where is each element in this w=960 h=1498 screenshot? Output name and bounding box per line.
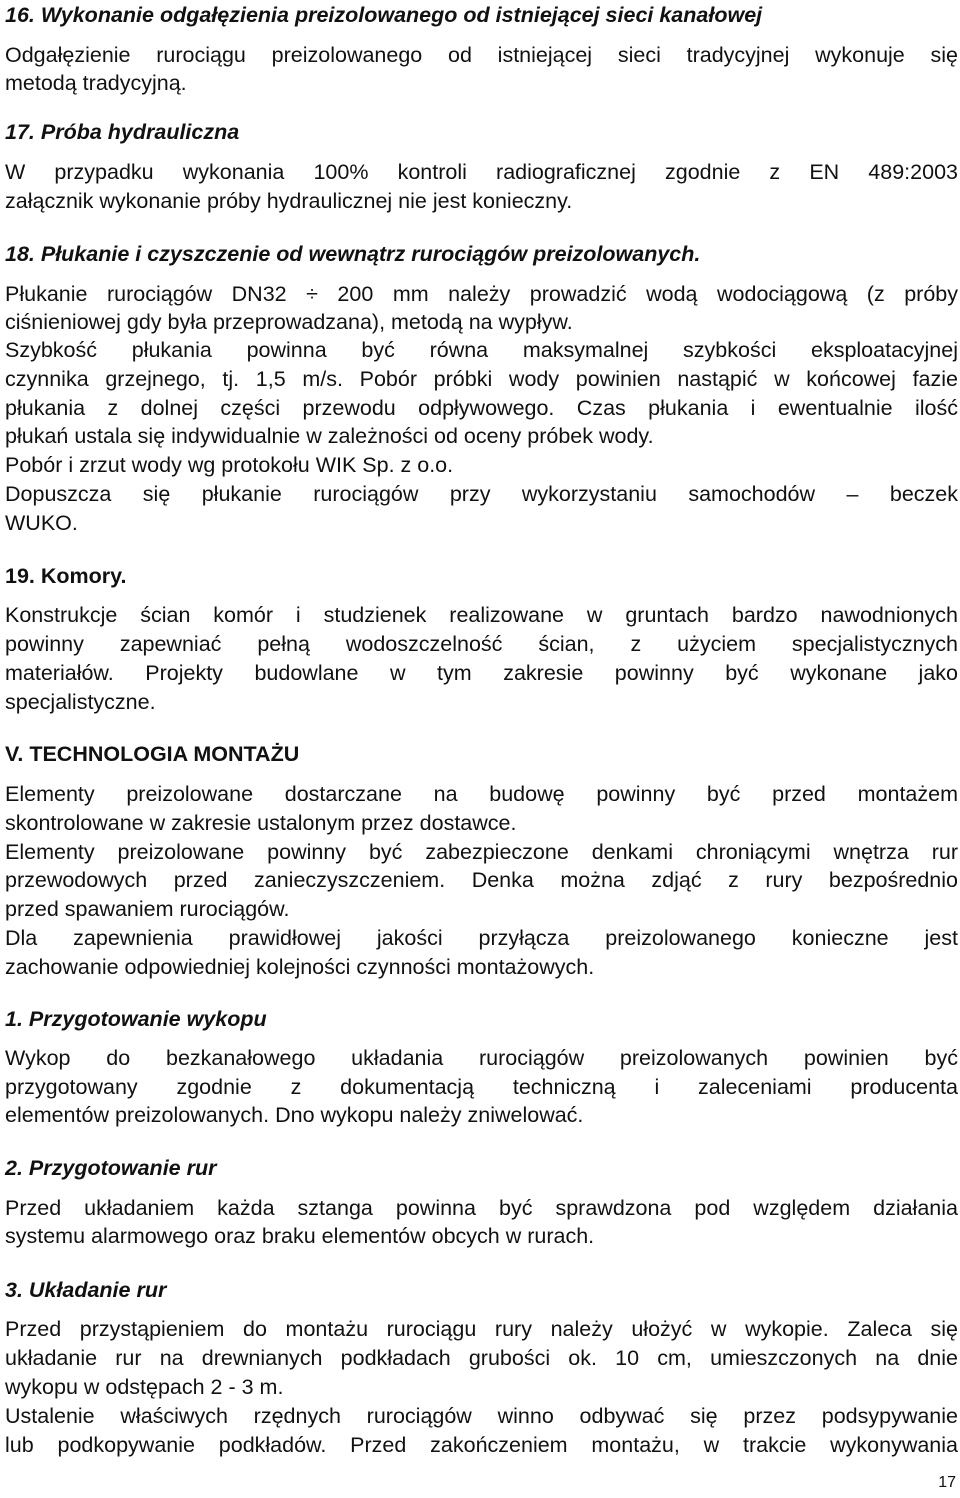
body-line: przygotowany zgodnie z dokumentacją techniczną i zaleceniami producenta: [5, 1075, 958, 1099]
body-line: układanie rur na drewnianych podkładach grubości ok. 10 cm, umieszczonych na dnie: [5, 1346, 958, 1370]
body-line: Elementy preizolowane powinny być zabezpieczone denkami chroniącymi wnętrza rur: [5, 840, 958, 864]
chapter-v-heading: V. TECHNOLOGIA MONTAŻU: [5, 742, 300, 766]
section-19-heading: 19. Komory.: [5, 564, 127, 588]
body-line: W przypadku wykonania 100% kontroli radiograficznej zgodnie z EN 489:2003: [5, 160, 958, 184]
body-line: Przed przystąpieniem do montażu rurociągu rury należy ułożyć w wykopie. Zaleca się: [5, 1317, 958, 1341]
body-line: Dla zapewnienia prawidłowej jakości przyłącza preizolowanego konieczne jest: [5, 926, 958, 950]
page-number: 17: [938, 1474, 956, 1491]
body-line: płukania z dolnej części przewodu odpływowego. Czas płukania i ewentualnie ilość: [5, 396, 958, 420]
body-line: Konstrukcje ścian komór i studzienek realizowane w gruntach bardzo nawodnionych: [5, 603, 958, 627]
body-line: Szybkość płukania powinna być równa maksymalnej szybkości eksploatacyjnej: [5, 338, 958, 362]
body-line: ciśnieniowej gdy była przeprowadzana), metodą na wypływ.: [5, 310, 573, 334]
body-line: lub podkopywanie podkładów. Przed zakończeniem montażu, w trakcie wykonywania: [5, 1433, 958, 1457]
body-line: przed spawaniem rurociągów.: [5, 897, 290, 921]
body-line: Wykop do bezkanałowego układania rurociągów preizolowanych powinien być: [5, 1046, 958, 1070]
subsection-2-heading: 2. Przygotowanie rur: [5, 1156, 217, 1180]
section-17-heading: 17. Próba hydrauliczna: [5, 120, 240, 144]
body-line: elementów preizolowanych. Dno wykopu należy zniwelować.: [5, 1103, 584, 1127]
body-line: Elementy preizolowane dostarczane na budowę powinny być przed montażem: [5, 782, 958, 806]
body-line: załącznik wykonanie próby hydraulicznej nie jest konieczny.: [5, 189, 573, 213]
subsection-3-heading: 3. Układanie rur: [5, 1278, 167, 1302]
body-line: przewodowych przed zanieczyszczeniem. Denka można zdjąć z rury bezpośrednio: [5, 868, 958, 892]
section-18-heading: 18. Płukanie i czyszczenie od wewnątrz rurociągów preizolowanych.: [5, 242, 701, 266]
body-line: WUKO.: [5, 511, 78, 535]
body-line: Odgałęzienie rurociągu preizolowanego od istniejącej sieci tradycyjnej wykonuje się: [5, 43, 958, 67]
body-line: Płukanie rurociągów DN32 ÷ 200 mm należy prowadzić wodą wodociągową (z próby: [5, 282, 958, 306]
body-line: Przed układaniem każda sztanga powinna być sprawdzona pod względem działania: [5, 1196, 958, 1220]
body-line: metodą tradycyjną.: [5, 71, 187, 95]
body-line: specjalistyczne.: [5, 690, 156, 714]
body-line: materiałów. Projekty budowlane w tym zakresie powinny być wykonane jako: [5, 661, 958, 685]
body-line: płukań ustala się indywidualnie w zależności od oceny próbek wody.: [5, 424, 654, 448]
body-line: Dopuszcza się płukanie rurociągów przy wykorzystaniu samochodów – beczek: [5, 482, 958, 506]
subsection-1-heading: 1. Przygotowanie wykopu: [5, 1007, 267, 1031]
body-line: Pobór i zrzut wody wg protokołu WIK Sp. z o.o.: [5, 453, 454, 477]
body-line: czynnika grzejnego, tj. 1,5 m/s. Pobór próbki wody powinien nastąpić w końcowej fazie: [5, 367, 958, 391]
body-line: systemu alarmowego oraz braku elementów obcych w rurach.: [5, 1224, 595, 1248]
body-line: powinny zapewniać pełną wodoszczelność ścian, z użyciem specjalistycznych: [5, 632, 958, 656]
section-16-heading: 16. Wykonanie odgałęzienia preizolowanego od istniejącej sieci kanałowej: [5, 3, 763, 27]
body-line: skontrolowane w zakresie ustalonym przez dostawce.: [5, 811, 517, 835]
body-line: wykopu w odstępach 2 - 3 m.: [5, 1375, 284, 1399]
body-line: zachowanie odpowiedniej kolejności czynności montażowych.: [5, 955, 595, 979]
body-line: Ustalenie właściwych rzędnych rurociągów winno odbywać się przez podsypywanie: [5, 1404, 958, 1428]
